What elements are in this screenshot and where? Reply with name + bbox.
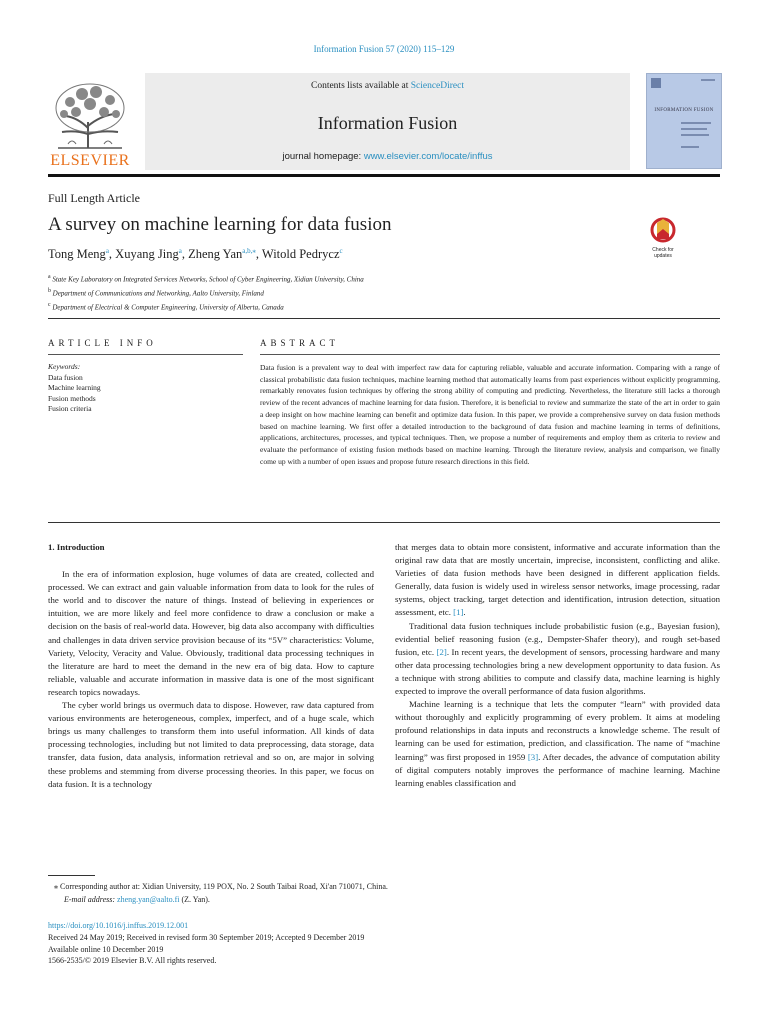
author[interactable]: Tong Meng$^a$ xyxy=(48,247,109,262)
available-online: Available online 10 December 2019 xyxy=(48,944,164,954)
homepage-prefix: journal homepage: xyxy=(282,151,364,162)
author[interactable]: Witold Pedrycz$^c$ xyxy=(261,247,343,262)
affiliation: $^c$ Department of Electrical & Computer Engineering, University of Alberta, Canada xyxy=(48,301,284,311)
sciencedirect-link[interactable]: ScienceDirect xyxy=(410,81,464,91)
abstract-bottom-rule xyxy=(48,522,720,523)
body-right-column xyxy=(395,541,720,790)
contents-prefix: Contents lists available at xyxy=(310,81,411,91)
header-rule xyxy=(48,174,720,177)
paragraph: Traditional data fusion techniques include probabilistic fusion (e.g., Bayesian fusion), evidential belief reasoning fusion (e.g., Dempster-Shafer theory), and rough set-based fusion, etc. [2]. In recent years, the development of sensors, processing hardware and many other data processing technologies bring a new development opportunity to data fusion. As a technique with strong abilities to compute and classify data, machine learning is highly expected to improve the overall performance of data fusion algorithms. xyxy=(395,620,720,697)
affiliation: $^a$ State Key Laboratory on Integrated Services Networks, School of Cyber Engineering, Xidian University, China xyxy=(48,274,364,284)
cover-line xyxy=(681,134,709,136)
cover-line xyxy=(681,122,711,124)
paragraph: In the era of information explosion, huge volumes of data are created, collected and processed. We can extract and gain valuable information from data to look for the rules of the world and to discover the nature of things. Instead of believing in experiences or intuition, we are more likely and feel more confidence to draw a conclusion or make a decision on the basis of real-world data. However, big data also accompany with difficulties and challenges in data driven service provision because of its “5V” characteristics: Volume, Variety, Velocity, Veracity and Value. Obviously, traditional data processing techniques in the literature are hard to meet the demand in the new era of big data. How to capture reliable, valuable and accurate information in massive data is one of the most significant research topics nowadays. xyxy=(48,569,374,697)
article-meta xyxy=(48,920,364,967)
affiliations xyxy=(48,272,364,313)
doi-link[interactable]: https://doi.org/10.1016/j.inffus.2019.12.001 xyxy=(48,921,189,930)
abstract-heading: ABSTRACT xyxy=(260,338,340,348)
crossmark-icon xyxy=(646,217,680,243)
citation-link[interactable]: [1] xyxy=(453,607,464,618)
body-left-column xyxy=(48,541,374,791)
homepage-line xyxy=(145,151,630,162)
paragraph: The cyber world brings us overmuch data to dispose. However, raw data captured from various environments are heterogeneous, complex, imperfect, and of a huge scale, which brings us many challenges to transform them into useful information. All kinds of data processing technologies, including but not limited to data preprocessing, data storage, data transfer, data fusion, data analysis, information retrieval and so on, are major in solving these problems and stemming from diverse processing theories. In this paper, we focus on data fusion. It is a technology xyxy=(48,700,374,789)
cover-title: INFORMATION FUSION xyxy=(654,108,714,113)
keywords-block xyxy=(48,362,101,415)
copyright: 1566-2535/© 2019 Elsevier B.V. All rights reserved. xyxy=(48,956,217,966)
cover-line xyxy=(681,128,707,130)
footnote: ⁎ Corresponding author at: Xidian University, 119 POX, No. 2 South Taibai Road, Xi'an 710071, China. E-mail address: zheng.yan@aalto.fi (Z. Yan). xyxy=(54,882,388,904)
author[interactable]: Zheng Yan$^{a,b,⁎}$ xyxy=(188,247,256,262)
footnote-rule xyxy=(48,875,95,876)
contents-line xyxy=(145,81,630,91)
affiliation: $^b$ Department of Communications and Networking, Aalto University, Finland xyxy=(48,287,264,298)
section-heading: 1. Introduction xyxy=(48,542,105,552)
article-type: Full Length Article xyxy=(48,191,140,205)
abstract-rule xyxy=(260,354,720,355)
citation-link[interactable]: [3] xyxy=(527,751,539,762)
email-label: E-mail address: xyxy=(64,894,116,904)
publisher-name: ELSEVIER xyxy=(50,152,130,169)
author[interactable]: Xuyang Jing$^a$ xyxy=(115,247,182,262)
keyword: Fusion methods xyxy=(48,393,96,403)
homepage-link[interactable]: www.elsevier.com/locate/inffus xyxy=(363,151,493,162)
paragraph: that merges data to obtain more consistent, informative and accurate information than the original raw data that are mostly uncertain, imprecise, inconsistent, conflicting and alike. Varieties of data fusion methods have been designed in different application fields. Generally, data fusion is widely used in wireless sensor networks, image processing, radar systems, object tracking, target detection and identification, intrusion detection, situation assessment, etc. [1]. xyxy=(395,542,720,618)
author-list: Tong Meng$^a$, Xuyang Jing$^a$, Zheng Yan$^{a,b,⁎}$, Witold Pedrycz$^c$ xyxy=(48,247,343,262)
crossmark-badge[interactable] xyxy=(646,217,680,257)
cover-mark xyxy=(701,79,715,81)
keyword: Fusion criteria xyxy=(48,404,92,413)
article-title: A survey on machine learning for data fusion xyxy=(48,214,392,235)
received-dates: Received 24 May 2019; Received in revised form 30 September 2019; Accepted 9 December 2019 xyxy=(48,932,365,942)
article-info-rule xyxy=(48,354,243,355)
journal-reference[interactable]: Information Fusion 57 (2020) 115–129 xyxy=(313,44,455,54)
paragraph: Machine learning is a technique that lets the computer “learn” with provided data without thoroughly and explicitly programming of every problem. It aims at modeling profound relationships in data inputs and reconstructs a knowledge scheme. The result of learning can be used for estimation, prediction, and classification. The name of “machine learning” was first proposed in 1959 [3]. After decades, the advance of computation ability of digital computers notably improves the performance of machine learning. Machine learning enables classification and xyxy=(395,699,720,788)
footnote-mark: ⁎ xyxy=(54,882,58,891)
citation-link[interactable]: [2] xyxy=(436,646,447,657)
journal-cover-image[interactable] xyxy=(646,73,722,169)
cover-emblem xyxy=(651,78,661,88)
email-link[interactable]: zheng.yan@aalto.fi xyxy=(117,894,180,904)
title-rule xyxy=(48,318,720,319)
keyword: Data fusion xyxy=(48,372,83,382)
journal-title: Information Fusion xyxy=(317,113,458,133)
corresponding-author: Corresponding author at: Xidian University, 119 POX, No. 2 South Taibai Road, Xi'an 710071, China. xyxy=(60,882,388,891)
keywords-label: Keywords: xyxy=(48,362,81,371)
keyword: Machine learning xyxy=(48,383,101,392)
abstract-text: Data fusion is a prevalent way to deal with imperfect raw data for capturing reliable, valuable and accurate information. Comparing with a range of classical probabilistic data fusion techniques, machine learning method that automatically learns from past experiences without explicitly programming, remarkably renovates fusion techniques by offering the strong ability of computing and predicting. Nevertheless, the literature still lacks a thorough review of the recent advances of machine learning for data fusion. Therefore, it is beneficial to review and summarize the state of the art in order to gain a deep insight on how machine learning can benefit and optimize data fusion. In this paper, we provide a comprehensive survey on data fusion methods based on machine learning. We first offer a detailed introduction to the background of data fusion and machine learning in terms of definitions, applications, architectures, processes, and typical techniques. Then, we propose a number of requirements and employ them as criteria to review and evaluate the performance of existing fusion methods based on machine learning. Through the literature review, analysis and comparison, we finally come up with a number of open issues and propose future research directions in this field. xyxy=(260,363,720,466)
article-info-heading: ARTICLE INFO xyxy=(48,338,157,348)
crossmark-label: Check for updates xyxy=(652,247,674,259)
cover-line xyxy=(681,146,699,148)
